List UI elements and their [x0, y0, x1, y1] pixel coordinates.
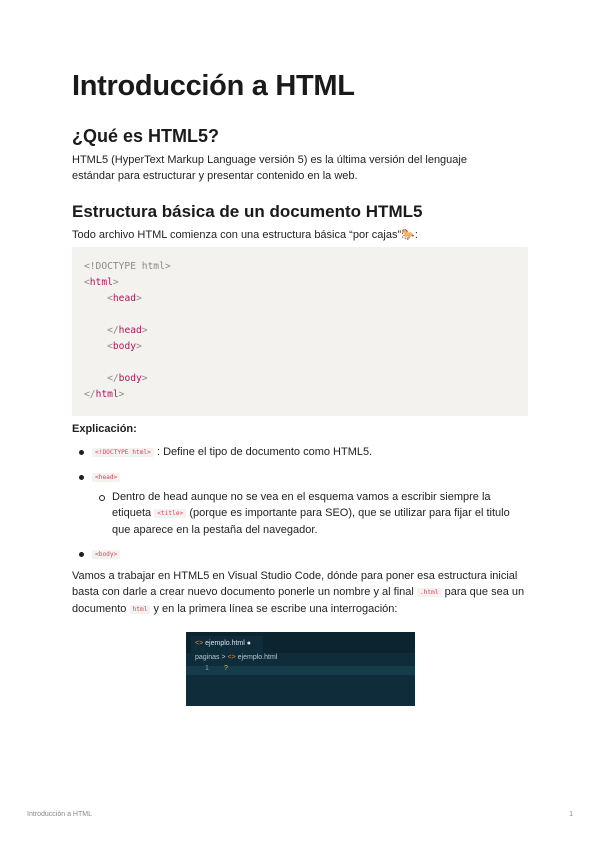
code-line-body-close: </body> [107, 373, 148, 384]
page-number: 1 [569, 811, 573, 818]
editor-breadcrumb: paginas > <> ejemplo.html [195, 654, 278, 661]
code-line-head-close: </head> [107, 325, 148, 336]
vscode-screenshot [186, 632, 415, 706]
code-line-html-close: </html> [84, 389, 125, 400]
code-line-blank [84, 307, 528, 323]
inline-code: .html [417, 588, 442, 597]
vscode-paragraph: Vamos a trabajar en HTML5 en Visual Studio Code, dónde para poner esa estructura inicial basta con darle a crear nuevo documento ponerle un nombre y al final .html para que sea un documento html y en la primera línea se escribe una interrogación: [72, 570, 525, 615]
list-item-text: : Define el tipo de documento como HTML5. [156, 446, 373, 458]
explanation-label: Explicación: [72, 423, 137, 435]
editor-tab: <> ejemplo.html ● [191, 636, 263, 653]
inline-code: <body> [92, 550, 120, 559]
html-file-icon: <> [195, 640, 204, 647]
section-heading-basic-structure: Estructura básica de un documento HTML5 [72, 202, 423, 221]
inline-code: <!DOCTYPE html> [92, 448, 154, 457]
sub-bullet-icon [99, 495, 105, 501]
line-content: ? [224, 665, 228, 672]
list-item-head [92, 469, 120, 486]
html5-definition-paragraph: HTML5 (HyperText Markup Language versión 5) es la última versión del lenguaje estándar para estructurar y presentar contenido en la web. [72, 154, 467, 182]
current-line-highlight [186, 666, 415, 675]
section-heading-what-is-html5: ¿Qué es HTML5? [72, 126, 220, 146]
list-item-body [92, 546, 120, 563]
html-file-icon: <> [227, 654, 236, 661]
line-number: 1 [205, 665, 209, 672]
sub-list-item-title: Dentro de head aunque no se vea en el esquema vamos a escribir siempre la etiqueta <title> (porque es importante para SEO), que se utilizar para fijar el titulo que aparece en la pestaña del navegador. [112, 491, 510, 536]
code-line-doctype: <!DOCTYPE html> [84, 261, 171, 272]
code-line-html-open: <html> [84, 277, 119, 288]
html-structure-code-block [72, 247, 528, 416]
inline-code: html [130, 605, 151, 614]
list-item-doctype [92, 444, 372, 461]
inline-code: <head> [92, 473, 120, 482]
editor-tab-bar [186, 632, 415, 653]
inline-code: <title> [154, 509, 186, 518]
unsaved-dot-icon: ● [246, 640, 252, 647]
bullet-icon [79, 450, 84, 455]
code-line-body-open: <body> [107, 341, 142, 352]
code-line-head-open: <head> [107, 293, 142, 304]
code-line-blank [84, 355, 528, 371]
footer-title: Introducción a HTML [27, 811, 92, 818]
structure-intro-paragraph: Todo archivo HTML comienza con una estructura básica “por cajas”🐎: [72, 229, 418, 241]
bullet-icon [79, 475, 84, 480]
bullet-icon [79, 552, 84, 557]
chevron-right-icon: > [221, 654, 226, 661]
page-title: Introducción a HTML [72, 70, 355, 102]
